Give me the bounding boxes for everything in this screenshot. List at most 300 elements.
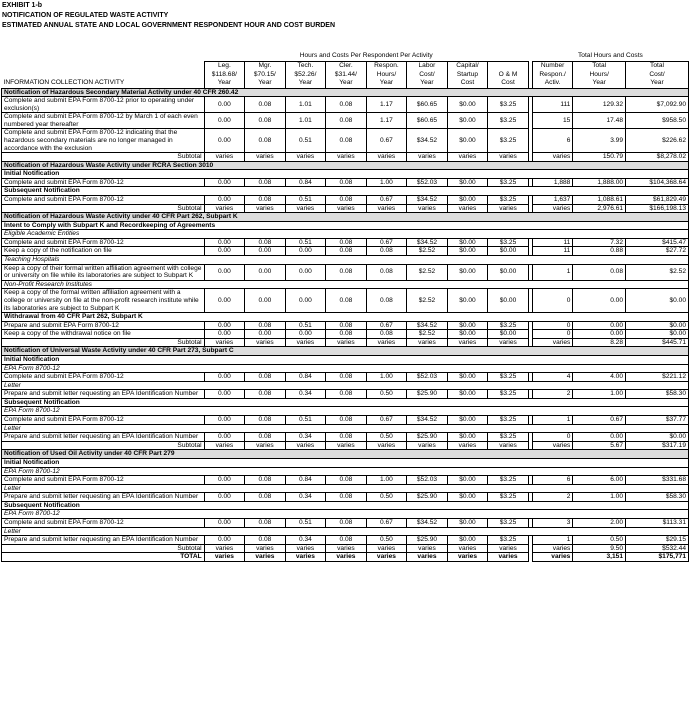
cell-value: 0.08 xyxy=(245,433,286,442)
cell-value: $0.00 xyxy=(447,178,488,187)
cell-value: $52.03 xyxy=(407,178,448,187)
cell-value: 0.08 xyxy=(326,321,367,330)
table-row xyxy=(2,536,689,545)
column-header-line: Year xyxy=(285,79,326,88)
cell-value: varies xyxy=(326,338,367,347)
row-heading: Withdrawal from 40 CFR Part 262, Subpart K xyxy=(2,313,689,322)
cell-value: 2,976.61 xyxy=(573,204,626,213)
row-label: Keep a copy of their formal written affiliation agreement with college or university on file while its laboratories are subject to Subpart K xyxy=(2,264,205,280)
cell-value: $3.25 xyxy=(488,178,529,187)
cell-value: 1 xyxy=(532,264,573,280)
cell-value: varies xyxy=(488,553,529,562)
cell-value: 0.50 xyxy=(573,536,626,545)
cell-value: 0.00 xyxy=(204,178,245,187)
cell-value: 6 xyxy=(532,129,573,153)
cell-value: $34.52 xyxy=(407,416,448,425)
cell-value: 8.28 xyxy=(573,338,626,347)
cell-value: 1,888 xyxy=(532,178,573,187)
cell-value: 0.51 xyxy=(285,238,326,247)
row-heading: Subsequent Notification xyxy=(2,187,689,196)
cell-value: 0.08 xyxy=(245,493,286,502)
cell-value: $532.44 xyxy=(626,544,689,553)
cell-value: $34.52 xyxy=(407,129,448,153)
column-header-line: Cler. xyxy=(326,61,367,70)
cell-value: 0.00 xyxy=(204,518,245,527)
cell-value: varies xyxy=(204,338,245,347)
cell-value: 3 xyxy=(532,518,573,527)
cell-value: varies xyxy=(532,544,573,553)
cell-value: 1.00 xyxy=(573,493,626,502)
cell-value: 0 xyxy=(532,433,573,442)
cell-value: 0.08 xyxy=(326,129,367,153)
cell-value: $221.12 xyxy=(626,373,689,382)
row-label: Subtotal xyxy=(2,544,205,553)
cell-value: 0.00 xyxy=(573,289,626,313)
cell-value: 0.08 xyxy=(326,289,367,313)
cell-value: $52.03 xyxy=(407,476,448,485)
cell-value: 3.99 xyxy=(573,129,626,153)
cell-value: 0.67 xyxy=(366,518,407,527)
column-header-line: Cost/ xyxy=(407,70,448,79)
cell-value: 0.00 xyxy=(573,321,626,330)
cell-value: 0.67 xyxy=(366,238,407,247)
cell-value: 11 xyxy=(532,238,573,247)
cell-value: 0.08 xyxy=(326,373,367,382)
cell-value: varies xyxy=(532,553,573,562)
cell-value: 0.67 xyxy=(366,129,407,153)
row-label: Keep a copy of the formal written affiliation agreement with a college or university on file at the non-profit research institute while its laboratories are subject to Subpart K xyxy=(2,289,205,313)
row-label: Subtotal xyxy=(2,204,205,213)
cell-value: 0.67 xyxy=(366,321,407,330)
row-heading: EPA Form 8700-12 xyxy=(2,407,689,416)
cell-value: $166,198.13 xyxy=(626,204,689,213)
cell-value: $3.25 xyxy=(488,536,529,545)
column-header-line: Total xyxy=(626,61,689,70)
cell-value: $2.52 xyxy=(407,330,448,339)
row-heading: Notification of Used Oil Activity under 40 CFR Part 279 xyxy=(2,450,689,459)
cell-value: $0.00 xyxy=(447,289,488,313)
cell-value: $317.19 xyxy=(626,441,689,450)
cell-value: 0.00 xyxy=(204,196,245,205)
row-heading: Letter xyxy=(2,527,689,536)
cell-value: $175,771 xyxy=(626,553,689,562)
cell-value: 5.67 xyxy=(573,441,626,450)
cell-value: 0.34 xyxy=(285,493,326,502)
cell-value: 0.00 xyxy=(204,238,245,247)
row-heading: Initial Notification xyxy=(2,170,689,179)
column-header-line: Total xyxy=(573,61,626,70)
cell-value: $0.00 xyxy=(626,289,689,313)
cell-value: $3.25 xyxy=(488,493,529,502)
cell-value: 1.00 xyxy=(366,178,407,187)
cell-value: 0.08 xyxy=(245,178,286,187)
cell-value: 0 xyxy=(532,289,573,313)
column-header-line: Year xyxy=(626,79,689,88)
row-heading: Notification of Hazardous Waste Activity under 40 CFR Part 262, Subpart K xyxy=(2,213,689,222)
cell-value: varies xyxy=(488,338,529,347)
cell-value: $3.25 xyxy=(488,129,529,153)
cell-value: varies xyxy=(285,153,326,162)
column-header-line: Respon./ xyxy=(532,70,573,79)
cell-value: varies xyxy=(285,338,326,347)
section-row xyxy=(2,161,689,170)
subsection-row xyxy=(2,501,689,510)
cell-value: 0.00 xyxy=(245,330,286,339)
category-row xyxy=(2,527,689,536)
subsection-row xyxy=(2,187,689,196)
cell-value: 9.50 xyxy=(573,544,626,553)
cell-value: $34.52 xyxy=(407,321,448,330)
cell-value: varies xyxy=(366,553,407,562)
cell-value: $0.00 xyxy=(447,97,488,113)
cell-value: 0.00 xyxy=(204,493,245,502)
cell-value: 0.08 xyxy=(326,433,367,442)
column-header-line: Year xyxy=(407,79,448,88)
cell-value: $58.30 xyxy=(626,493,689,502)
cell-value: varies xyxy=(366,338,407,347)
cell-value: $958.50 xyxy=(626,113,689,129)
cell-value: $0.00 xyxy=(447,113,488,129)
cell-value: $37.77 xyxy=(626,416,689,425)
row-label: Subtotal xyxy=(2,153,205,162)
cell-value: $331.68 xyxy=(626,476,689,485)
row-label: Prepare and submit letter requesting an EPA Identification Number xyxy=(2,390,205,399)
column-header-line: Hours/ xyxy=(366,70,407,79)
cell-value: varies xyxy=(366,544,407,553)
column-header-line: $70.15/ xyxy=(245,70,286,79)
cell-value: varies xyxy=(204,204,245,213)
cell-value: $2.52 xyxy=(407,264,448,280)
cell-value: $3.25 xyxy=(488,196,529,205)
subtotal-row xyxy=(2,153,689,162)
category-row xyxy=(2,424,689,433)
column-header-line: Year xyxy=(326,79,367,88)
subsection-row xyxy=(2,458,689,467)
cell-value: 0.84 xyxy=(285,373,326,382)
cell-value: varies xyxy=(245,204,286,213)
row-label: TOTAL xyxy=(2,553,205,562)
cell-value: $3.25 xyxy=(488,373,529,382)
cell-value: 1,888.00 xyxy=(573,178,626,187)
row-label: Complete and submit EPA Form 8700-12 xyxy=(2,373,205,382)
cell-value: 0.34 xyxy=(285,390,326,399)
column-header-line: Year xyxy=(245,79,286,88)
section-row xyxy=(2,347,689,356)
cell-value: 0.08 xyxy=(326,536,367,545)
cell-value: $2.52 xyxy=(626,264,689,280)
cell-value: 0.51 xyxy=(285,321,326,330)
cell-value: $0.00 xyxy=(447,129,488,153)
table-row xyxy=(2,247,689,256)
table-row xyxy=(2,433,689,442)
row-label: Complete and submit EPA Form 8700-12 xyxy=(2,196,205,205)
cell-value: $58.30 xyxy=(626,390,689,399)
cell-value: 0.50 xyxy=(366,493,407,502)
column-header-line: Cost xyxy=(488,79,529,88)
cell-value: 2 xyxy=(532,390,573,399)
cell-value: $0.00 xyxy=(447,330,488,339)
row-heading: Subsequent Notification xyxy=(2,501,689,510)
row-heading: Initial Notification xyxy=(2,458,689,467)
cell-value: $60.65 xyxy=(407,113,448,129)
cell-value: $0.00 xyxy=(447,518,488,527)
cell-value: $61,829.49 xyxy=(626,196,689,205)
category-row xyxy=(2,364,689,373)
cell-value: $0.00 xyxy=(488,247,529,256)
cell-value: 15 xyxy=(532,113,573,129)
column-header-line: Hours/ xyxy=(573,70,626,79)
cell-value: $3.25 xyxy=(488,416,529,425)
cell-value: 129.32 xyxy=(573,97,626,113)
cell-value: 0.00 xyxy=(204,536,245,545)
cell-value: varies xyxy=(326,441,367,450)
cell-value: $226.62 xyxy=(626,129,689,153)
cell-value: varies xyxy=(407,553,448,562)
cell-value: 0.00 xyxy=(204,129,245,153)
row-heading: Eligible Academic Entities xyxy=(2,230,689,239)
subsection-row xyxy=(2,313,689,322)
column-header-line: Capital/ xyxy=(447,61,488,70)
subsection-row xyxy=(2,398,689,407)
column-header-line: Mgr. xyxy=(245,61,286,70)
cell-value: 0.08 xyxy=(366,289,407,313)
cell-value: 1 xyxy=(532,536,573,545)
cell-value: $445.71 xyxy=(626,338,689,347)
column-header-line: Cost/ xyxy=(626,70,689,79)
table-row xyxy=(2,321,689,330)
cell-value: $0.00 xyxy=(447,390,488,399)
cell-value: $3.25 xyxy=(488,113,529,129)
row-heading: EPA Form 8700-12 xyxy=(2,467,689,476)
cell-value: varies xyxy=(488,544,529,553)
column-header-line: $118.68/ xyxy=(204,70,245,79)
cell-value: 1.17 xyxy=(366,113,407,129)
table-row xyxy=(2,493,689,502)
row-label: Prepare and submit letter requesting an EPA Identification Number xyxy=(2,536,205,545)
cell-value: 1.17 xyxy=(366,97,407,113)
cell-value: 3,151 xyxy=(573,553,626,562)
cell-value: $34.52 xyxy=(407,518,448,527)
table-row xyxy=(2,238,689,247)
cell-value: 0.00 xyxy=(204,264,245,280)
cell-value: 0.08 xyxy=(326,330,367,339)
cell-value: $7,092.90 xyxy=(626,97,689,113)
table-body xyxy=(2,88,689,561)
cell-value: 0.00 xyxy=(204,289,245,313)
cell-value: $415.47 xyxy=(626,238,689,247)
cell-value: varies xyxy=(245,338,286,347)
category-row xyxy=(2,407,689,416)
cell-value: $60.65 xyxy=(407,97,448,113)
cell-value: 0.08 xyxy=(245,196,286,205)
cell-value: 0.08 xyxy=(245,321,286,330)
cell-value: $3.25 xyxy=(488,433,529,442)
cell-value: 1.00 xyxy=(366,373,407,382)
cell-value: 0.08 xyxy=(326,476,367,485)
cell-value: $3.25 xyxy=(488,238,529,247)
category-row xyxy=(2,484,689,493)
cell-value: varies xyxy=(204,153,245,162)
cell-value: 0.50 xyxy=(366,390,407,399)
cell-value: 0.88 xyxy=(573,247,626,256)
cell-value: varies xyxy=(532,204,573,213)
cell-value: $0.00 xyxy=(488,264,529,280)
cell-value: $34.52 xyxy=(407,238,448,247)
cell-value: 0.08 xyxy=(245,518,286,527)
cell-value: 0.08 xyxy=(366,330,407,339)
cell-value: 0.00 xyxy=(285,289,326,313)
row-heading: EPA Form 8700-12 xyxy=(2,510,689,519)
cell-value: $0.00 xyxy=(447,536,488,545)
cell-value: varies xyxy=(407,544,448,553)
cell-value: 0.50 xyxy=(366,433,407,442)
cell-value: 0.08 xyxy=(326,264,367,280)
section-row xyxy=(2,450,689,459)
cell-value: 0.67 xyxy=(366,196,407,205)
cell-value: 0.08 xyxy=(326,196,367,205)
cell-value: 0.08 xyxy=(326,493,367,502)
table-row xyxy=(2,289,689,313)
cell-value: varies xyxy=(245,553,286,562)
section-row xyxy=(2,213,689,222)
cell-value: 0.00 xyxy=(204,433,245,442)
cell-value: 0.08 xyxy=(245,129,286,153)
cell-value: 0.00 xyxy=(285,247,326,256)
column-header-line: Labor xyxy=(407,61,448,70)
cell-value: 0.08 xyxy=(245,238,286,247)
table-row xyxy=(2,330,689,339)
cell-value: 0.00 xyxy=(204,97,245,113)
cell-value: 0.51 xyxy=(285,518,326,527)
cell-value: 150.79 xyxy=(573,153,626,162)
group-header-per-respondent: Hours and Costs Per Respondent Per Activity xyxy=(299,52,433,60)
cell-value: varies xyxy=(326,553,367,562)
cell-value: 0 xyxy=(532,321,573,330)
cell-value: 0.08 xyxy=(326,238,367,247)
row-label: Complete and submit EPA Form 8700-12 by March 1 of each even numbered year thereafter xyxy=(2,113,205,129)
column-header-line: Activ. xyxy=(532,79,573,88)
cell-value: 0.08 xyxy=(245,416,286,425)
subsection-row xyxy=(2,356,689,365)
row-label: Complete and submit EPA Form 8700-12 xyxy=(2,518,205,527)
row-label: Subtotal xyxy=(2,338,205,347)
cell-value: 0.51 xyxy=(285,416,326,425)
group-header-totals: Total Hours and Costs xyxy=(577,52,643,60)
cell-value: 4 xyxy=(532,373,573,382)
row-label: Keep a copy of the notification on file xyxy=(2,247,205,256)
cell-value: $104,368.64 xyxy=(626,178,689,187)
cell-value: $2.52 xyxy=(407,289,448,313)
cell-value: $25.90 xyxy=(407,390,448,399)
subsection-row xyxy=(2,170,689,179)
row-heading: Notification of Universal Waste Activity under 40 CFR Part 273, Subpart C xyxy=(2,347,689,356)
cell-value: varies xyxy=(447,153,488,162)
total-row xyxy=(2,553,689,562)
row-heading: EPA Form 8700-12 xyxy=(2,364,689,373)
cell-value: 0.50 xyxy=(366,536,407,545)
cell-value: varies xyxy=(285,204,326,213)
cell-value: 0.00 xyxy=(204,390,245,399)
row-label: Prepare and submit letter requesting an EPA Identification Number xyxy=(2,493,205,502)
cell-value: 0.08 xyxy=(326,97,367,113)
cell-value: varies xyxy=(326,204,367,213)
cell-value: $3.25 xyxy=(488,518,529,527)
cell-value: 0.51 xyxy=(285,129,326,153)
row-heading: Notification of Hazardous Secondary Material Activity under 40 CFR 260.42 xyxy=(2,88,689,97)
column-header-line: O & M xyxy=(488,70,529,79)
cell-value: 1,088.61 xyxy=(573,196,626,205)
cell-value: varies xyxy=(447,553,488,562)
cell-value: $52.03 xyxy=(407,373,448,382)
subtotal-row xyxy=(2,441,689,450)
category-row xyxy=(2,230,689,239)
cell-value: varies xyxy=(447,544,488,553)
table-row xyxy=(2,373,689,382)
cell-value: 1.00 xyxy=(366,476,407,485)
row-heading: Intent to Comply with Subpart K and Recordkeeping of Agreements xyxy=(2,221,689,230)
cell-value: $0.00 xyxy=(447,476,488,485)
burden-table xyxy=(1,52,689,562)
cell-value: varies xyxy=(285,441,326,450)
table-row xyxy=(2,264,689,280)
cell-value: varies xyxy=(285,544,326,553)
table-header xyxy=(2,52,689,88)
row-label: Complete and submit EPA Form 8700-12 xyxy=(2,416,205,425)
subtotal-row xyxy=(2,338,689,347)
column-header-line: $52.26/ xyxy=(285,70,326,79)
table-row xyxy=(2,390,689,399)
cell-value: $0.00 xyxy=(626,321,689,330)
cell-value: 4.00 xyxy=(573,373,626,382)
cell-value: varies xyxy=(488,204,529,213)
cell-value: 111 xyxy=(532,97,573,113)
cell-value: 0.08 xyxy=(326,416,367,425)
cell-value: 6.00 xyxy=(573,476,626,485)
cell-value: varies xyxy=(245,153,286,162)
cell-value: 0.00 xyxy=(285,264,326,280)
table-row xyxy=(2,518,689,527)
table-row xyxy=(2,196,689,205)
cell-value: $0.00 xyxy=(447,373,488,382)
row-label: Complete and submit EPA Form 8700-12 indicating that the hazardous secondary materials are no longer managed in accordance with the exclusion xyxy=(2,129,205,153)
cell-value: 0.08 xyxy=(245,373,286,382)
category-row xyxy=(2,381,689,390)
cell-value: 0 xyxy=(532,330,573,339)
row-heading: Initial Notification xyxy=(2,356,689,365)
cell-value: $0.00 xyxy=(626,433,689,442)
cell-value: 0.67 xyxy=(573,416,626,425)
cell-value: $3.25 xyxy=(488,97,529,113)
cell-value: 0.00 xyxy=(204,476,245,485)
column-header-line: $31.44/ xyxy=(326,70,367,79)
cell-value: 0.08 xyxy=(245,536,286,545)
category-row xyxy=(2,467,689,476)
cell-value: 0.00 xyxy=(245,247,286,256)
row-heading: Non-Profit Research Institutes xyxy=(2,280,689,289)
cell-value: 2 xyxy=(532,493,573,502)
cell-value: varies xyxy=(204,544,245,553)
cell-value: $34.52 xyxy=(407,196,448,205)
cell-value: $113.31 xyxy=(626,518,689,527)
cell-value: 0.08 xyxy=(245,113,286,129)
cell-value: varies xyxy=(407,441,448,450)
cell-value: $25.90 xyxy=(407,493,448,502)
document-subtitle: ESTIMATED ANNUAL STATE AND LOCAL GOVERNMENT RESPONDENT HOUR AND COST BURDEN xyxy=(2,22,336,29)
cell-value: 1.01 xyxy=(285,97,326,113)
cell-value: varies xyxy=(204,553,245,562)
column-header-line xyxy=(488,61,529,70)
table-row xyxy=(2,416,689,425)
